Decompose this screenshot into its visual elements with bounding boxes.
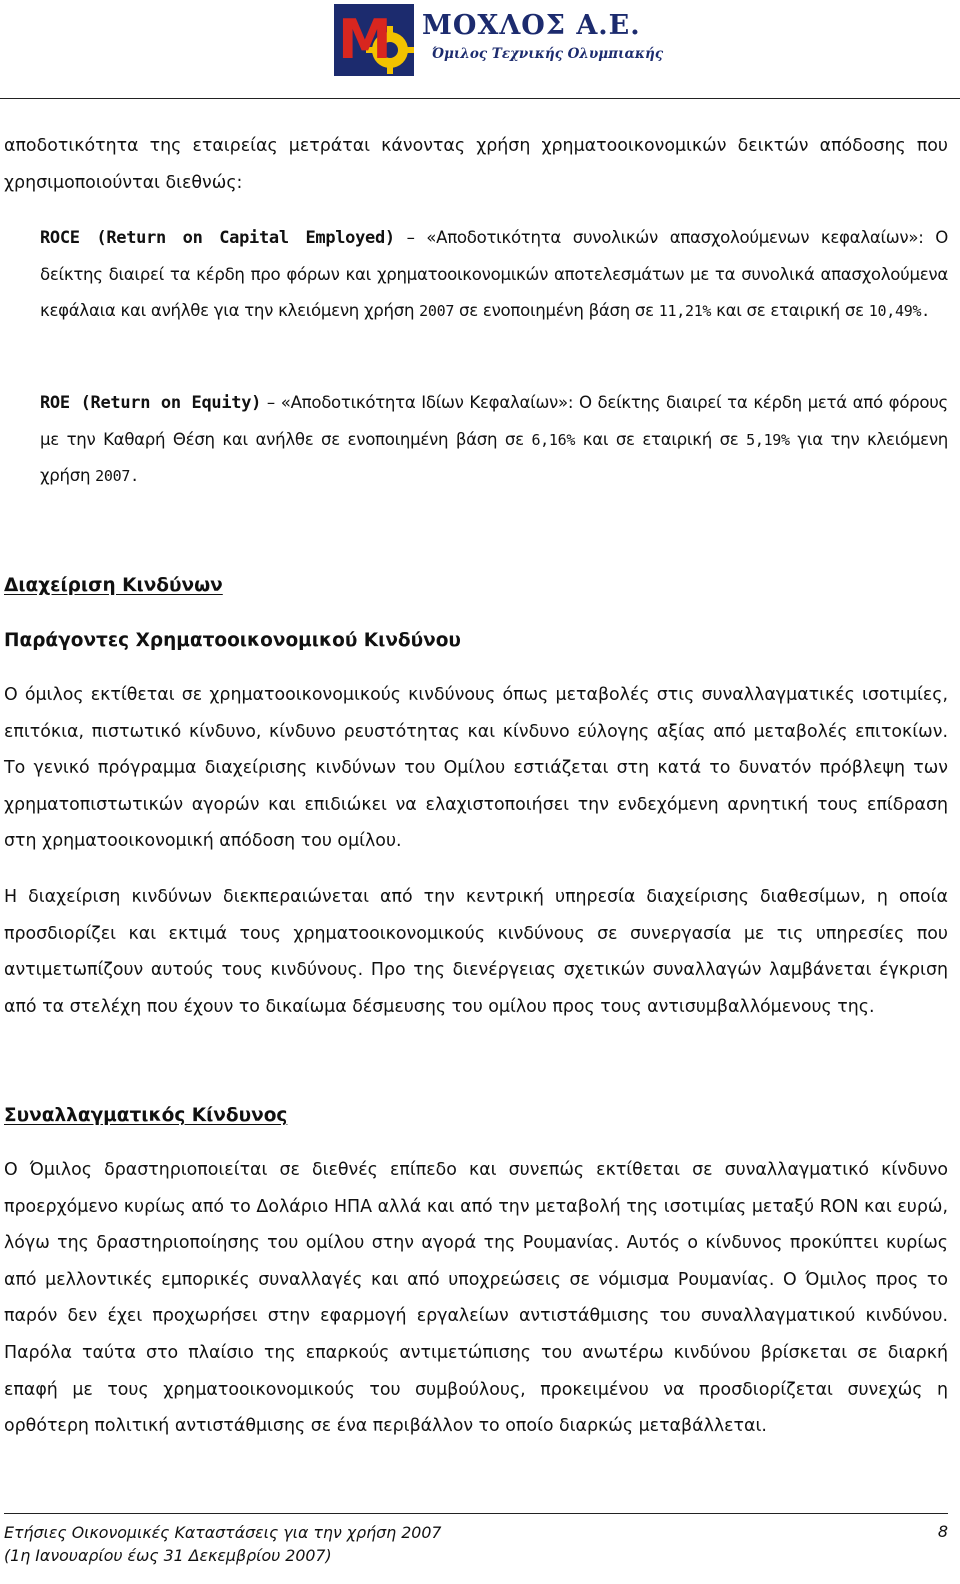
footer-divider xyxy=(4,1513,948,1514)
logo-letter: M xyxy=(338,8,392,71)
logo-mark xyxy=(334,4,414,76)
logo-subtitle: Όμιλος Τεχνικής Ολυμπιακής xyxy=(432,46,664,62)
roce-text: και σε εταιρική σε xyxy=(711,301,869,321)
footer-title: Ετήσιες Οικονομικές Καταστάσεις για την χρήση 2007 xyxy=(4,1523,442,1542)
risk-paragraph-2: Η διαχείριση κινδύνων διεκπεραιώνεται από την κεντρική υπηρεσία διαχείρισης διαθεσίμων, η οποία προσδιορίζει και εκτιμά τους χρηματοοικονομικούς κινδύνους σε συνεργασία με τις υπηρεσίες που αντιμετωπίζουν αυτούς τους κινδύνους. Προ της διενέργειας σχετικών συναλλαγών λαμβάνεται έγκριση από τα στελέχη που έχουν το δικαίωμα δέσμευσης του ομίλου προς τους αντισυμβαλλόμενους της. xyxy=(4,887,948,1017)
page-number: 8 xyxy=(937,1522,948,1541)
roce-paragraph xyxy=(40,220,948,330)
roce-text: – «Αποδοτικότητα συνολικών απασχολούμενων κεφαλαίων»: Ο δείκτης διαιρεί τα κέρδη προ φόρων και χρηματοοικονομικών αποτελεσμάτων με τα συνολικά απασχολούμενα κεφάλαια και ανήλθε για την κλειόμενη χρήση xyxy=(40,228,948,321)
fx-risk-heading: Συναλλαγματικός Κίνδυνος xyxy=(4,1105,288,1126)
header-divider xyxy=(0,98,960,99)
roe-text: και σε εταιρική σε xyxy=(575,429,747,449)
fx-risk-paragraph: Ο Όμιλος δραστηριοποιείται σε διεθνές επίπεδο και συνεπώς εκτίθεται σε συναλλαγματικό κίνδυνο προερχόμενο κυρίως από το Δολάριο ΗΠΑ αλλά και από την μεταβολή της ισοτιμίας μεταξύ RON και ευρώ, λόγω της δραστηριοποίησης του ομίλου στην αγορά της Ρουμανίας. Αυτός ο κίνδυνος προκύπτει κυρίως από μελλοντικές εμπορικές συναλλαγές και από υποχρεώσεις σε νόμισμα Ρουμανίας. Ο Όμιλος προς το παρόν δεν έχει προχωρήσει στην εφαρμογή εργαλείων αντιστάθμισης του συναλλαγματικού κινδύνου. Παρόλα ταύτα στο πλαίσιο της επαρκούς αντιμετώπισης του ανωτέρω κινδύνου βρίσκεται σε διαρκή επαφή με τους χρηματοοικονομικούς του συμβούλους, προκειμένου να προσδιορίζεται συνεχώς η ορθότερη πολιτική αντιστάθμισης σε ένα περιβάλλον το οποίο διαρκώς μεταβάλλεται. xyxy=(4,1160,948,1437)
roce-term: ROCE (Return on Capital Employed) xyxy=(40,228,395,248)
roce-company-value: 10,49%. xyxy=(868,302,930,321)
company-logo xyxy=(334,4,664,76)
roe-text: για την κλειόμενη χρήση xyxy=(40,429,949,486)
page-header xyxy=(0,0,960,100)
roce-year: 2007 xyxy=(419,302,455,321)
risk-paragraph-1: Ο όμιλος εκτίθεται σε χρηματοοικονομικούς κινδύνους όπως μεταβολές στις συναλλαγματικές ισοτιμίες, επιτόκια, πιστωτικό κίνδυνο, κίνδυνο ρευστότητας και κίνδυνο εύλογης αξίας από μεταβολές επιτοκίων. Το γενικό πρόγραμμα διαχείρισης κινδύνων του Ομίλου εστιάζεται στη κατά το δυνατόν πρόβλεψη των χρηματοπιστωτικών αγορών και επιδιώκει να ελαχιστοποιήσει την ενδεχόμενη αρνητική τους επίδραση στη χρηματοοικονομική απόδοση του ομίλου. xyxy=(4,685,948,852)
roe-year: 2007. xyxy=(95,467,139,486)
roe-term: ROE (Return on Equity) xyxy=(40,393,262,413)
logo-title: ΜΟΧΛΟΣ Α.Ε. xyxy=(422,10,641,41)
roe-consolidated-value: 6,16% xyxy=(531,430,576,449)
roce-consolidated-value: 11,21% xyxy=(658,302,712,321)
footer-period: (1η Ιανουαρίου έως 31 Δεκεμβρίου 2007) xyxy=(4,1546,332,1565)
roe-text: – «Αποδοτικότητα Ιδίων Κεφαλαίων»: Ο δείκτης διαιρεί τα κέρδη μετά από φόρους με την Καθαρή Θέση και ανήλθε σε ενοποιημένη βάση σε xyxy=(40,393,948,449)
roce-text: σε ενοποιημένη βάση σε xyxy=(454,301,659,321)
intro-paragraph: αποδοτικότητα της εταιρείας μετράται κάνοντας χρήση χρηματοοικονομικών δεικτών απόδοσης που χρησιμοποιούνται διεθνώς: xyxy=(4,136,948,193)
financial-risk-subheading: Παράγοντες Χρηματοοικονομικού Κινδύνου xyxy=(4,630,461,651)
roe-company-value: 5,19% xyxy=(746,430,790,449)
risk-management-heading: Διαχείριση Κινδύνων xyxy=(4,575,223,596)
roe-paragraph xyxy=(40,385,948,495)
